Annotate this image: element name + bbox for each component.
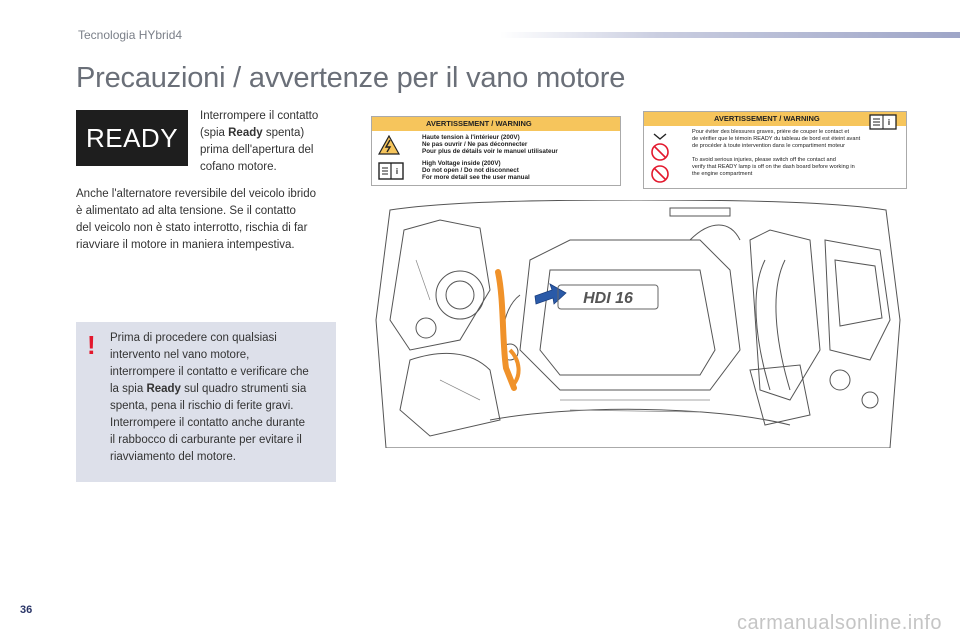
paragraph-line: riavviare il motore in maniera intempestiva. (76, 239, 295, 251)
paragraph-line: del veicolo non è stato interrotto, rischia di far (76, 222, 308, 234)
intro-line: prima dell'apertura del (200, 144, 314, 156)
page-title: Precauzioni / avvertenze per il vano motore (76, 62, 626, 94)
intro-text: spenta) (262, 127, 305, 139)
label-line: Ne pas ouvrir / Ne pas déconnecter (422, 141, 528, 148)
label-line: de vérifier que le témoin READY du tableau de bord est éteint avant (692, 136, 861, 142)
warning-line: interrompere il contatto e verificare che (110, 366, 309, 378)
warning-text-part: la spia (110, 383, 147, 395)
intro-line: cofano motore. (200, 161, 277, 173)
warning-line: spenta, pena il rischio di ferite gravi. (110, 400, 294, 412)
engine-compartment-illustration (370, 200, 906, 448)
label-line: To avoid serious injuries, please switch off the contact and (692, 157, 836, 163)
intro-paragraph (200, 108, 338, 176)
exclamation-icon: ! (87, 330, 96, 360)
label-line: de procéder à toute intervention dans le compartiment moteur (692, 143, 845, 149)
serious-injury-warning-label (643, 111, 907, 189)
label-line: Do not open / Do not disconnect (422, 167, 519, 174)
intro-bold-ready: Ready (228, 127, 263, 139)
warning-line: Prima di procedere con qualsiasi (110, 332, 277, 344)
paragraph-line: è alimentato ad alta tensione. Se il contatto (76, 205, 296, 217)
label-line: the engine compartment (692, 171, 753, 177)
label-header: AVERTISSEMENT / WARNING (372, 117, 620, 131)
warning-line: riavviamento del motore. (110, 451, 236, 463)
intro-line: Interrompere il contatto (200, 110, 319, 122)
svg-text:i: i (887, 118, 891, 127)
label-line: Haute tension à l'intérieur (200V) (422, 134, 520, 141)
page-number: 36 (20, 604, 33, 616)
header-decoration-bar (500, 32, 960, 38)
engine-cover-text: HDI 16 (583, 290, 633, 307)
warning-line: Interrompere il contatto anche durante (110, 417, 305, 429)
label-line: verify that READY lamp is off on the dash board before working in (692, 164, 855, 170)
warning-line: intervento nel vano motore, (110, 349, 250, 361)
watermark: carmanualsonline.info (736, 612, 942, 634)
paragraph-line: Anche l'alternatore reversibile del veicolo ibrido (76, 188, 316, 200)
intro-text: (spia (200, 127, 229, 139)
warning-bold-ready: Ready (146, 383, 181, 395)
prohibition-icons (650, 130, 670, 186)
warning-line (110, 381, 330, 398)
ready-indicator-badge: READY (76, 110, 188, 166)
warning-line: il rabbocco di carburante per evitare il (110, 434, 302, 446)
intro-line (200, 125, 338, 142)
label-line: High Voltage inside (200V) (422, 160, 501, 167)
manual-book-icon (377, 161, 405, 181)
svg-text:i: i (395, 167, 399, 176)
label-line: Pour éviter des blessures graves, prière de couper le contact et (692, 129, 850, 135)
header-section-title: Tecnologia HYbrid4 (78, 28, 183, 42)
label-header: AVERTISSEMENT / WARNING (644, 112, 906, 126)
warning-text-part: sul quadro strumenti sia (180, 383, 307, 395)
high-voltage-warning-label (371, 116, 621, 186)
label-line: Pour plus de détails voir le manuel utilisateur (422, 148, 558, 155)
high-voltage-icon (378, 135, 400, 155)
label-line: For more detail see the user manual (422, 174, 530, 181)
alternator-paragraph (76, 186, 338, 254)
warning-text (110, 330, 330, 466)
